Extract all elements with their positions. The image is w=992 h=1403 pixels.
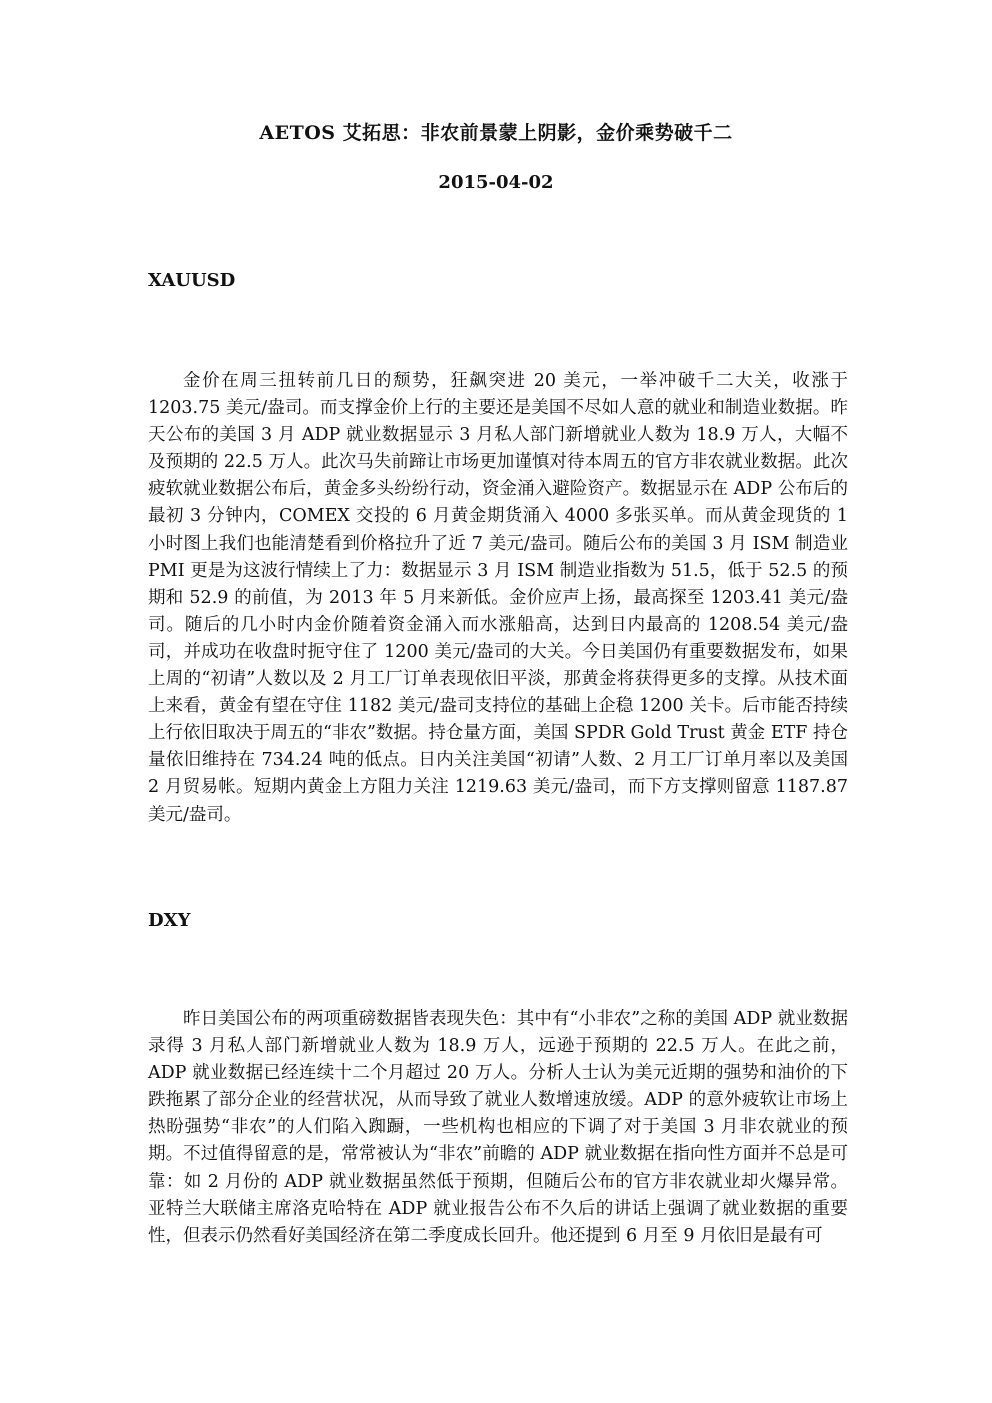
document-date: 2015-04-02 [438,172,554,193]
section-paragraph-xauusd: 金价在周三扭转前几日的颓势，狂飙突进 20 美元，一举冲破千二大关，收涨于 1203.75 美元/盎司。而支撑金价上行的主要还是美国不尽如人意的就业和制造业数据。昨天公布的美国 3 月 ADP 就业数据显示 3 月私人部门新增就业人数为 18.9 万人，大幅不及预期的 22.5 万人。此次马失前蹄让市场更加谨慎对待本周五的官方非农就业数据。此次疲软就业数据公布后，黄金多头纷纷行动，资金涌入避险资产。数据显示在 ADP 公布后的最初 3 分钟内，COMEX 交投的 6 月黄金期货涌入 4000 多张买单。而从黄金现货的 1 小时图上我们也能清楚看到价格拉升了近 7 美元/盎司。随后公布的美国 3 月 ISM 制造业 PMI 更是为这波行情续上了力：数据显示 3 月 ISM 制造业指数为 51.5，低于 52.5 的预期和 52.9 的前值，为 2013 年 5 月来新低。金价应声上扬，最高探至 1203.41 美元/盎司。随后的几小时内金价随着资金涌入而水涨船高，达到日内最高的 1208.54 美元/盎司，并成功在收盘时扼守住了 1200 美元/盎司的大关。今日美国仍有重要数据发布，如果上周的“初请”人数以及 2 月工厂订单表现依旧平淡，那黄金将获得更多的支撑。从技术面上来看，黄金有望在守住 1182 美元/盎司支持位的基础上企稳 1200 关卡。后市能否持续上行依旧取决于周五的“非农”数据。持仓量方面，美国 SPDR Gold Trust 黄金 ETF 持仓量依旧维持在 734.24 吨的低点。日内关注美国“初请”人数、2 月工厂订单月率以及美国 2 月贸易帐。短期内黄金上方阻力关注 1219.63 美元/盎司，而下方支撑则留意 1187.87 美元/盎司。 [148,371,848,825]
document-title: AETOS 艾拓思：非农前景蒙上阴影，金价乘势破千二 [259,122,733,144]
section-heading-dxy: DXY [148,910,191,931]
section-heading-xauusd: XAUUSD [148,270,236,291]
section-paragraph-dxy: 昨日美国公布的两项重磅数据皆表现失色：其中有“小非农”之称的美国 ADP 就业数据录得 3 月私人部门新增就业人数为 18.9 万人，远逊于预期的 22.5 万人。在此之前，ADP 就业数据已经连续十二个月超过 20 万人。分析人士认为美元近期的强势和油价的下跌拖累了部分企业的经营状况，从而导致了就业人数增速放缓。ADP 的意外疲软让市场上热盼强势“非农”的人们陷入踟蹰，一些机构也相应的下调了对于美国 3 月非农就业的预期。不过值得留意的是，常常被认为“非农”前瞻的 ADP 就业数据在指向性方面并不总是可靠：如 2 月份的 ADP 就业数据虽然低于预期，但随后公布的官方非农就业却火爆异常。亚特兰大联储主席洛克哈特在 ADP 就业报告公布不久后的讲话上强调了就业数据的重要性，但表示仍然看好美国经济在第二季度成长回升。他还提到 6 月至 9 月依旧是最有可 [148,1009,848,1246]
